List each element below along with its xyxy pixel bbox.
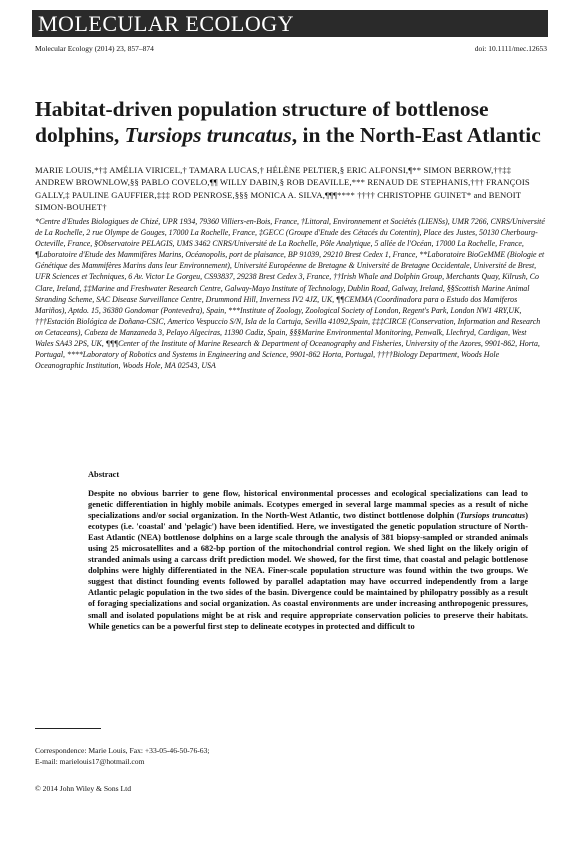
correspondence-block (35, 746, 335, 767)
author-list: MARIE LOUIS,*†‡ AMÉLIA VIRICEL,† TAMARA LUCAS,† HÉLÈNE PELTIER,§ ERIC ALFONSI,¶** SIMON BERROW,††‡‡ ANDREW BROWNLOW,§§ PABLO COVELO,¶¶ WILLY DABIN,§ ROB DEAVILLE,*** RENAUD DE STEPHANIS,††† FRANÇOIS GALLY,‡ PAULINE GAUFFIER,‡‡‡ ROD PENROSE,§§§ MONICA A. SILVA,¶¶¶**** †††† CHRISTOPHE GUINET* and BENOIT SIMON-BOUHET† (35, 165, 530, 212)
journal-banner: MOLECULAR ECOLOGY (32, 10, 548, 37)
copyright: © 2014 John Wiley & Sons Ltd (35, 784, 132, 793)
abstract-text-2: ) ecotypes (i.e. 'coastal' and 'pelagic') have been identified. Here, we investigated the genetic population structure of North-East Atlantic (NEA) bottlenose dolphins on a large scale through the analysis of 381 biopsy-sampled or stranded animals using 25 microsatellites and a 682-bp portion of the mitochondrial control region. We shed light on the likely origin of stranded animals using a carcass drift prediction model. We showed, for the first time, that coastal and pelagic bottlenose dolphins were highly differentiated in the NEA. Finer-scale population structure was found within the two groups. We suggest that distinct founding events followed by parallel adaptation may have occurred independently from a large Atlantic pelagic population in the two sides of the basin. Divergence could be maintained by philopatry possibly as a result of foraging specializations and social organization. As coastal environments are under increasing anthropogenic pressures, small and isolated populations might be at risk and require appropriate conservation policies to preserve their habitats. While genetics can be a powerful first step to delineate ecotypes in protected and difficult to (88, 511, 528, 631)
affiliations: *Centre d'Etudes Biologiques de Chizé, UPR 1934, 79360 Villiers-en-Bois, France, †Littoral, Environnement et Sociétés (LIENSs), UMR 7266, CNRS/Université de La Rochelle, 2 rue Olympe de Gouges, 17000 La Rochelle, France, ‡GECC (Groupe d'Etude des Cétacés du Cotentin), Place des Justes, 50130 Cherbourg-Octeville, France, §Observatoire PELAGIS, UMS 3462 CNRS/Université de La Rochelle, Pôle Analytique, 5 allée de l'Océan, 17000 La Rochelle, France, ¶Laboratoire d'Etude des Mammifères Marins, Océanopolis, port de plaisance, BP 91039, 29210 Brest Cedex 1, France, **Laboratoire BioGeMME (Biologie et Génétique des Mammifères Marins dans leur Environnement), Université Européenne de Bretagne & Université de Bretagne Occidentale, Université de Brest, UFR Sciences et Techniques, 6 Av. Victor Le Gorgeu, CS93837, 29238 Brest Cedex 3, France, ††Irish Whale and Dolphin Group, Merchants Quay, Kilrush, Co Clare, Ireland, ‡‡Marine and Freshwater Research Centre, Galway-Mayo Institute of Technology, Dublin Road, Galway, Ireland, §§Scottish Marine Animal Stranding Scheme, SAC Disease Surveillance Centre, Drummond Hill, Inverness IV2 4JZ, UK, ¶¶CEMMA (Coordinadora para o Estudo dos Mamiferos Mariños), Aptdo. 15, 36380 Gondomar (Pontevedra), Spain, ***Institute of Zoology, Zoological Society of London, Regent's Park, London NW1 4RY,UK, †††Estación Biológica de Doñana-CSIC, Americo Vespuccio S/N, Isla de la Cartuja, Sevilla 41092,Spain, ‡‡‡CIRCE (Conservation, Information and Research on Cetaceans), Cabeza de Manzaneda 3, Pelayo Algeciras, 11390 Cadiz, Spain, §§§Marine Environmental Monitoring, Penwalk, Llechryd, Cardigan, West Wales SA43 2PS, UK, ¶¶¶Center of the Institute of Marine Research & Department of Oceanography and Fisheries, University of the Azores, 9901-862, Horta, Portugal, ****Laboratory of Robotics and Systems in Engineering and Science, 9901-862 Horta, Portugal, ††††Biology Department, Woods Hole Oceanographic Institution, Woods Hole, MA 02543, USA (35, 217, 545, 371)
title-part1: Habitat-driven population structure of bottlenose dolphins, (35, 97, 489, 147)
abstract-text (88, 488, 528, 632)
footnote-divider (35, 728, 101, 729)
email-line[interactable]: E-mail: marielouis17@hotmail.com (35, 756, 145, 766)
abstract-heading: Abstract (88, 470, 120, 479)
abstract-text-1: Despite no obvious barrier to gene flow, historical environmental processes and ecological specializations can lead to genetic differentiation in highly mobile animals. Ecotypes emerged in several large mammal species as a result of niche specializations and/or social organization. In the North-West Atlantic, two distinct bottlenose dolphin ( (88, 489, 528, 521)
title-species: Tursiops truncatus (124, 123, 292, 147)
citation-row (35, 44, 547, 53)
abstract-species: Tursiops truncatus (459, 511, 526, 521)
title-part2: , in the North-East Atlantic (291, 123, 541, 147)
article-title (35, 96, 547, 148)
correspondence-line: Correspondence: Marie Louis, Fax: +33-05-46-50-76-63; (35, 746, 210, 755)
doi[interactable]: doi: 10.1111/mec.12653 (474, 44, 547, 53)
journal-citation: Molecular Ecology (2014) 23, 857–874 (35, 44, 154, 53)
